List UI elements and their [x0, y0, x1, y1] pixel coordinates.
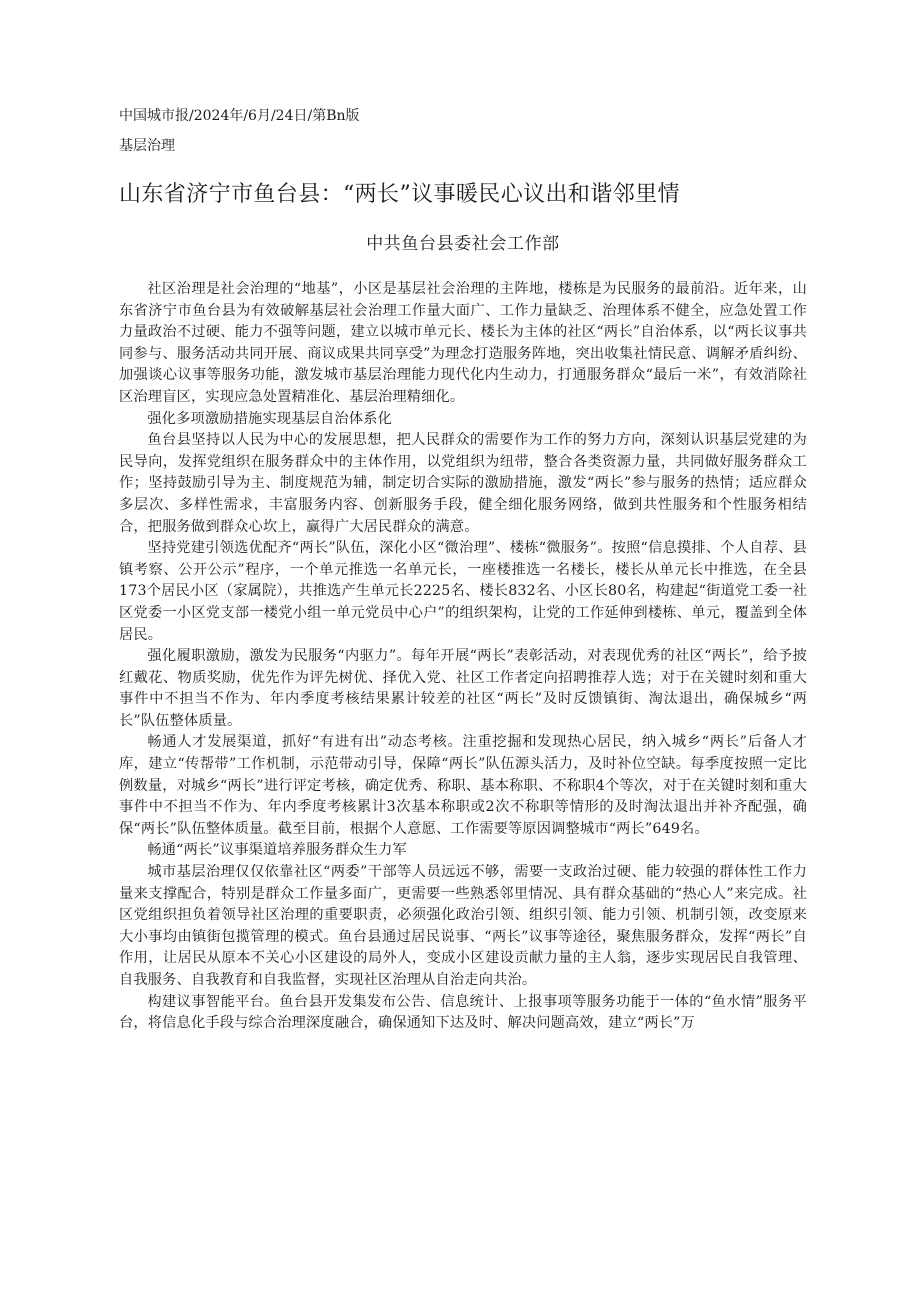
paragraph: 坚持党建引领选优配齐“两长”队伍，深化小区“微治理”、楼栋“微服务”。按照“信息摸排、个人自荐、县镇考察、公开公示”程序，一个单元推选一名单元长，一座楼推选一名楼长，楼长从单元长中推选，在全县173个居民小区（家属院），共推选产生单元长2225名、楼长832名、小区长80名，构建起“街道党工委一社区党委一小区党支部一楼党小组一单元党员中心户”的组织架构，让党的工作延伸到楼栋、单元，覆盖到全体居民。: [119, 540, 807, 643]
section-heading-deliberation: 畅通“两长”议事渠道培养服务群众生力军: [147, 842, 407, 859]
paragraph: 强化履职激励，激发为民服务“内驱力”。每年开展“两长”表彰活动，对表现优秀的社区“两长”，给予披红戴花、物质奖励，优先作为评先树优、择优入党、社区工作者定向招聘推荐人选；对于在关键时刻和重大事件中不担当不作为、年内季度考核结果累计较差的社区“两长”及时反馈镇街、淘汰退出，确保城乡“两长”队伍整体质量。: [119, 648, 807, 729]
paragraph: 构建议事智能平台。鱼台县开发集发布公告、信息统计、上报事项等服务功能于一体的“鱼水情”服务平台，将信息化手段与综合治理深度融合，确保通知下达及时、解决问题高效，建立“两长”万: [119, 993, 807, 1032]
section-heading-incentives: 强化多项激励措施实现基层自治体系化: [147, 410, 392, 427]
paragraph: 鱼台县坚持以人民为中心的发展思想，把人民群众的需要作为工作的努力方向，深刻认识基层党建的为民导向，发挥党组织在服务群众中的主体作用，以党组织为纽带，整合各类资源力量，共同做好服务群众工作；坚持鼓励引导为主、制度规范为辅，制定切合实际的激励措施，激发“两长”参与服务的热情；适应群众多层次、多样性需求，丰富服务内容、创新服务手段，健全细化服务网络，做到共性服务和个性服务相结合，把服务做到群众心坎上，赢得广大居民群众的满意。: [119, 432, 807, 535]
section-label: 基层治理: [119, 138, 175, 154]
paragraph: 城市基层治理仅仅依靠社区“两委”干部等人员远远不够，需要一支政治过硬、能力较强的群体性工作力量来支撑配合，特别是群众工作量多面广，更需要一些熟悉邻里情况、具有群众基础的“热心人”来完成。社区党组织担负着领导社区治理的重要职责，必须强化政治引领、组织引领、能力引领、机制引领，改变原来大小事均由镇街包揽管理的模式。鱼台县通过居民说事、“两长”议事等途径，聚焦服务群众，发挥“两长”自作用，让居民从原本不关心小区建设的局外人，变成小区建设贡献力量的主人翁，逐步实现居民自我管理、自我服务、自我教育和自我监督，实现社区治理从自治走向共治。: [119, 864, 807, 988]
article-author: 中共鱼台县委社会工作部: [366, 234, 560, 254]
article-title: 山东省济宁市鱼台县：“两长”议事暖民心议出和谐邻里情: [119, 182, 680, 207]
document-page: [119, 104, 807, 1035]
source-line: 中国城市报/2024年/6月/24日/第Bn版: [119, 108, 360, 124]
paragraph-intro: 社区治理是社会治理的“地基”，小区是基层社会治理的主阵地，楼栋是为民服务的最前沿。近年来，山东省济宁市鱼台县为有效破解基层社会治理工作量大面广、工作力量缺乏、治理体系不健全，应急处置工作力量政治不过硬、能力不强等问题，建立以城市单元长、楼长为主体的社区“两长”自治体系，以“两长议事共同参与、服务活动共同开展、商议成果共同享受”为理念打造服务阵地，突出收集社情民意、调解矛盾纠纷、加强谈心议事等服务功能，激发城市基层治理能力现代化内生动力，打通服务群众“最后一米”，有效消除社区治理盲区，实现应急处置精准化、基层治理精细化。: [119, 281, 807, 405]
article-body: [119, 279, 807, 1035]
paragraph: 畅通人才发展渠道，抓好“有进有出”动态考核。注重挖掘和发现热心居民，纳入城乡“两长”后备人才库，建立“传帮带”工作机制，示范带动引导，保障“两长”队伍源头活力，及时补位空缺。每季度按照一定比例数量，对城乡“两长”进行评定考核，确定优秀、称职、基本称职、不称职4个等次，对于在关键时刻和重大事件中不担当不作为、年内季度考核累计3次基本称职或2次不称职等情形的及时淘汰退出并补齐配强，确保“两长”队伍整体质量。截至目前，根据个人意愿、工作需要等原因调整城市“两长”649名。: [119, 734, 807, 837]
